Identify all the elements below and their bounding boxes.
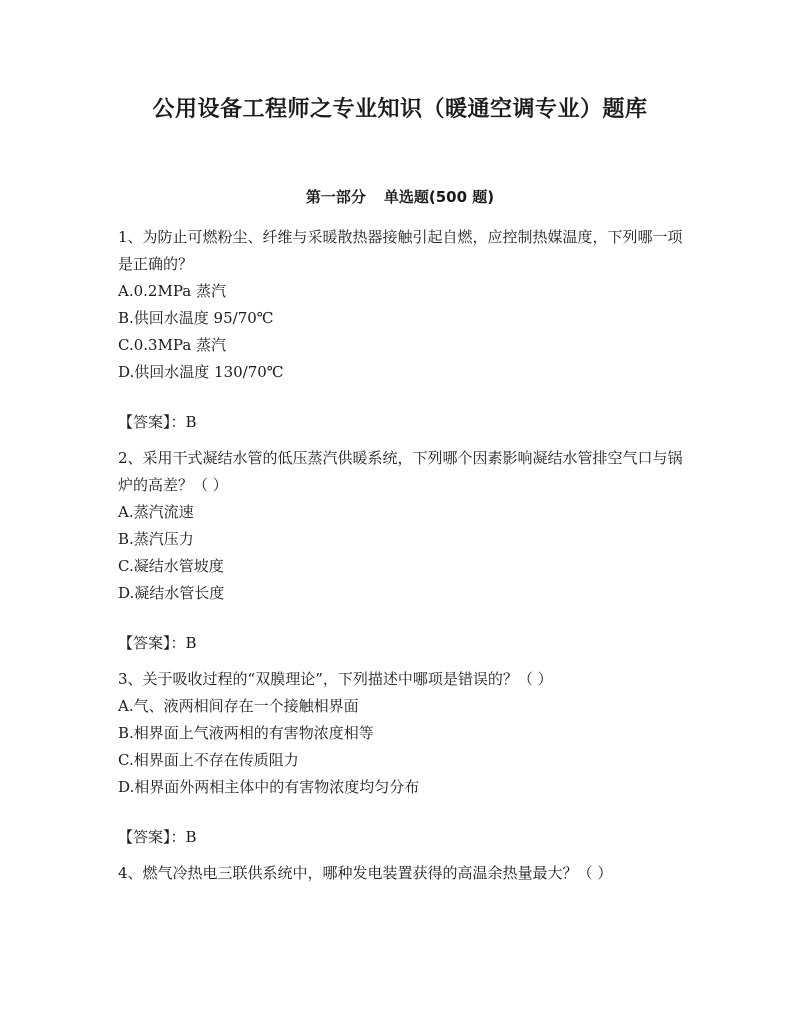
question-option-d: D.供回水温度 130/70℃	[118, 363, 284, 381]
answer-label: 【答案】：	[118, 413, 186, 431]
answer-label: 【答案】：	[118, 634, 186, 652]
question-option-b: B.蒸汽压力	[118, 530, 194, 548]
question-item-4	[118, 860, 688, 887]
answer-line	[118, 630, 688, 657]
answer-label: 【答案】：	[118, 828, 186, 846]
question-option-c: C.相界面上不存在传质阻力	[118, 751, 299, 769]
answer-line	[118, 409, 688, 436]
question-option-d: D.相界面外两相主体中的有害物浓度均匀分布	[118, 778, 420, 796]
question-option-c: C.凝结水管坡度	[118, 557, 224, 575]
question-stem: 3、关于吸收过程的“双膜理论”，下列描述中哪项是错误的？（ ）	[118, 670, 553, 688]
answer-value: B	[185, 634, 197, 652]
question-option-a: A.0.2MPa 蒸汽	[118, 282, 226, 300]
question-item-2	[118, 445, 688, 657]
document-title: 公用设备工程师之专业知识（暖通空调专业）题库	[152, 97, 648, 122]
question-item-3	[118, 666, 688, 851]
answer-line	[118, 824, 688, 851]
question-stem: 4、燃气冷热电三联供系统中，哪种发电装置获得的高温余热量最大？（ ）	[118, 864, 613, 882]
question-list	[118, 224, 688, 896]
question-stem: 1、为防止可燃粉尘、纤维与采暖散热器接触引起自燃，应控制热媒温度，下列哪一项是正确的？	[118, 228, 683, 273]
section-name-label: 单选题(500 题)	[383, 188, 495, 206]
answer-value: B	[185, 413, 197, 431]
question-option-b: B.相界面上气液两相的有害物浓度相等	[118, 724, 374, 742]
question-option-d: D.凝结水管长度	[118, 584, 225, 602]
section-part-label: 第一部分	[305, 188, 366, 206]
answer-value: B	[185, 828, 197, 846]
question-option-a: A.气、液两相间存在一个接触相界面	[118, 697, 359, 715]
question-item-1	[118, 224, 688, 436]
question-option-a: A.蒸汽流速	[118, 503, 194, 521]
question-option-b: B.供回水温度 95/70℃	[118, 309, 274, 327]
question-option-c: C.0.3MPa 蒸汽	[118, 336, 227, 354]
section-heading	[0, 186, 800, 207]
question-stem: 2、采用干式凝结水管的低压蒸汽供暖系统，下列哪个因素影响凝结水管排空气口与锅炉的高差？（ ）	[118, 449, 683, 494]
